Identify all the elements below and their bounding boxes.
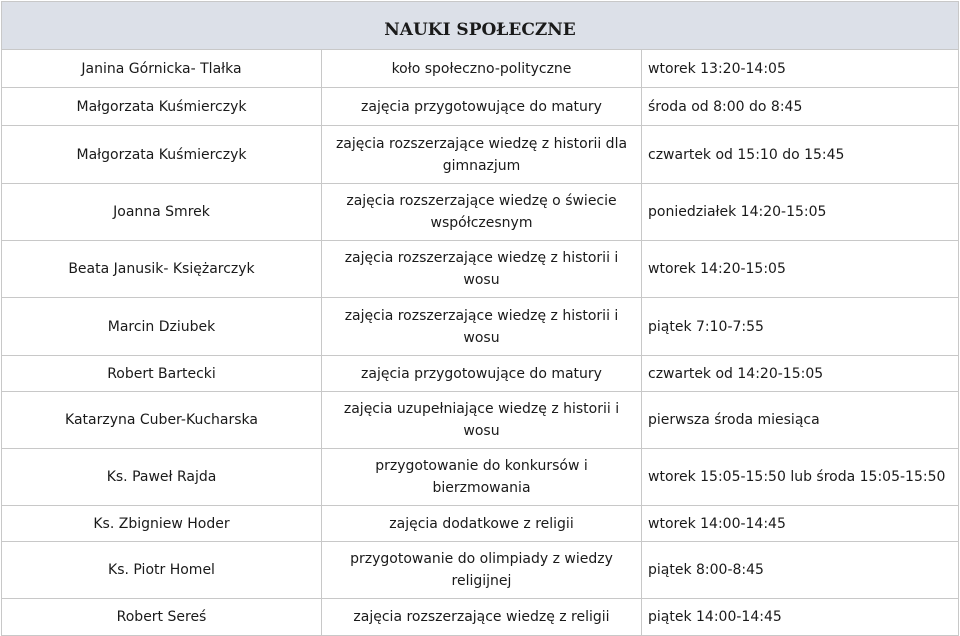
- activity-name: zajęcia rozszerzające wiedzę z historii dla gimnazjum: [322, 126, 642, 184]
- activity-name: zajęcia rozszerzające wiedzę z historii i wosu: [322, 241, 642, 298]
- schedule-time: poniedziałek 14:20-15:05: [642, 184, 959, 241]
- activity-name: zajęcia przygotowujące do matury: [322, 88, 642, 126]
- teacher-name: Beata Janusik- Księżarczyk: [2, 241, 322, 298]
- activity-name: przygotowanie do olimpiady z wiedzy religijnej: [322, 542, 642, 599]
- activity-name: zajęcia rozszerzające wiedzę o świecie współczesnym: [322, 184, 642, 241]
- teacher-name: Ks. Piotr Homel: [2, 542, 322, 599]
- schedule-time: środa od 8:00 do 8:45: [642, 88, 959, 126]
- activity-name: zajęcia przygotowujące do matury: [322, 356, 642, 392]
- table-row: [2, 126, 959, 184]
- table-row: [2, 50, 959, 88]
- table-row: [2, 506, 959, 542]
- schedule-time: pierwsza środa miesiąca: [642, 392, 959, 449]
- schedule-time: wtorek 14:00-14:45: [642, 506, 959, 542]
- table-row: [2, 298, 959, 356]
- table-row: [2, 449, 959, 506]
- table-row: [2, 241, 959, 298]
- table-row: [2, 392, 959, 449]
- table-row: [2, 542, 959, 599]
- teacher-name: Ks. Paweł Rajda: [2, 449, 322, 506]
- schedule-time: wtorek 13:20-14:05: [642, 50, 959, 88]
- schedule-time: czwartek od 15:10 do 15:45: [642, 126, 959, 184]
- teacher-name: Ks. Zbigniew Hoder: [2, 506, 322, 542]
- teacher-name: Małgorzata Kuśmierczyk: [2, 126, 322, 184]
- table-row: [2, 599, 959, 636]
- schedule-time: wtorek 15:05-15:50 lub środa 15:05-15:50: [642, 449, 959, 506]
- table-header-row: [2, 2, 959, 50]
- schedule-time: czwartek od 14:20-15:05: [642, 356, 959, 392]
- schedule-time: piątek 14:00-14:45: [642, 599, 959, 636]
- table-row: [2, 184, 959, 241]
- teacher-name: Katarzyna Cuber-Kucharska: [2, 392, 322, 449]
- page-title: NAUKI SPOŁECZNE: [2, 2, 959, 50]
- activity-name: przygotowanie do konkursów i bierzmowania: [322, 449, 642, 506]
- table-row: [2, 356, 959, 392]
- teacher-name: Robert Bartecki: [2, 356, 322, 392]
- activity-name: zajęcia rozszerzające wiedzę z historii i wosu: [322, 298, 642, 356]
- schedule-table: [1, 1, 959, 636]
- schedule-time: piątek 7:10-7:55: [642, 298, 959, 356]
- activity-name: zajęcia rozszerzające wiedzę z religii: [322, 599, 642, 636]
- schedule-time: piątek 8:00-8:45: [642, 542, 959, 599]
- table-row: [2, 88, 959, 126]
- teacher-name: Robert Sereś: [2, 599, 322, 636]
- teacher-name: Marcin Dziubek: [2, 298, 322, 356]
- teacher-name: Janina Górnicka- Tlałka: [2, 50, 322, 88]
- schedule-time: wtorek 14:20-15:05: [642, 241, 959, 298]
- teacher-name: Joanna Smrek: [2, 184, 322, 241]
- activity-name: zajęcia dodatkowe z religii: [322, 506, 642, 542]
- activity-name: zajęcia uzupełniające wiedzę z historii i wosu: [322, 392, 642, 449]
- teacher-name: Małgorzata Kuśmierczyk: [2, 88, 322, 126]
- activity-name: koło społeczno-polityczne: [322, 50, 642, 88]
